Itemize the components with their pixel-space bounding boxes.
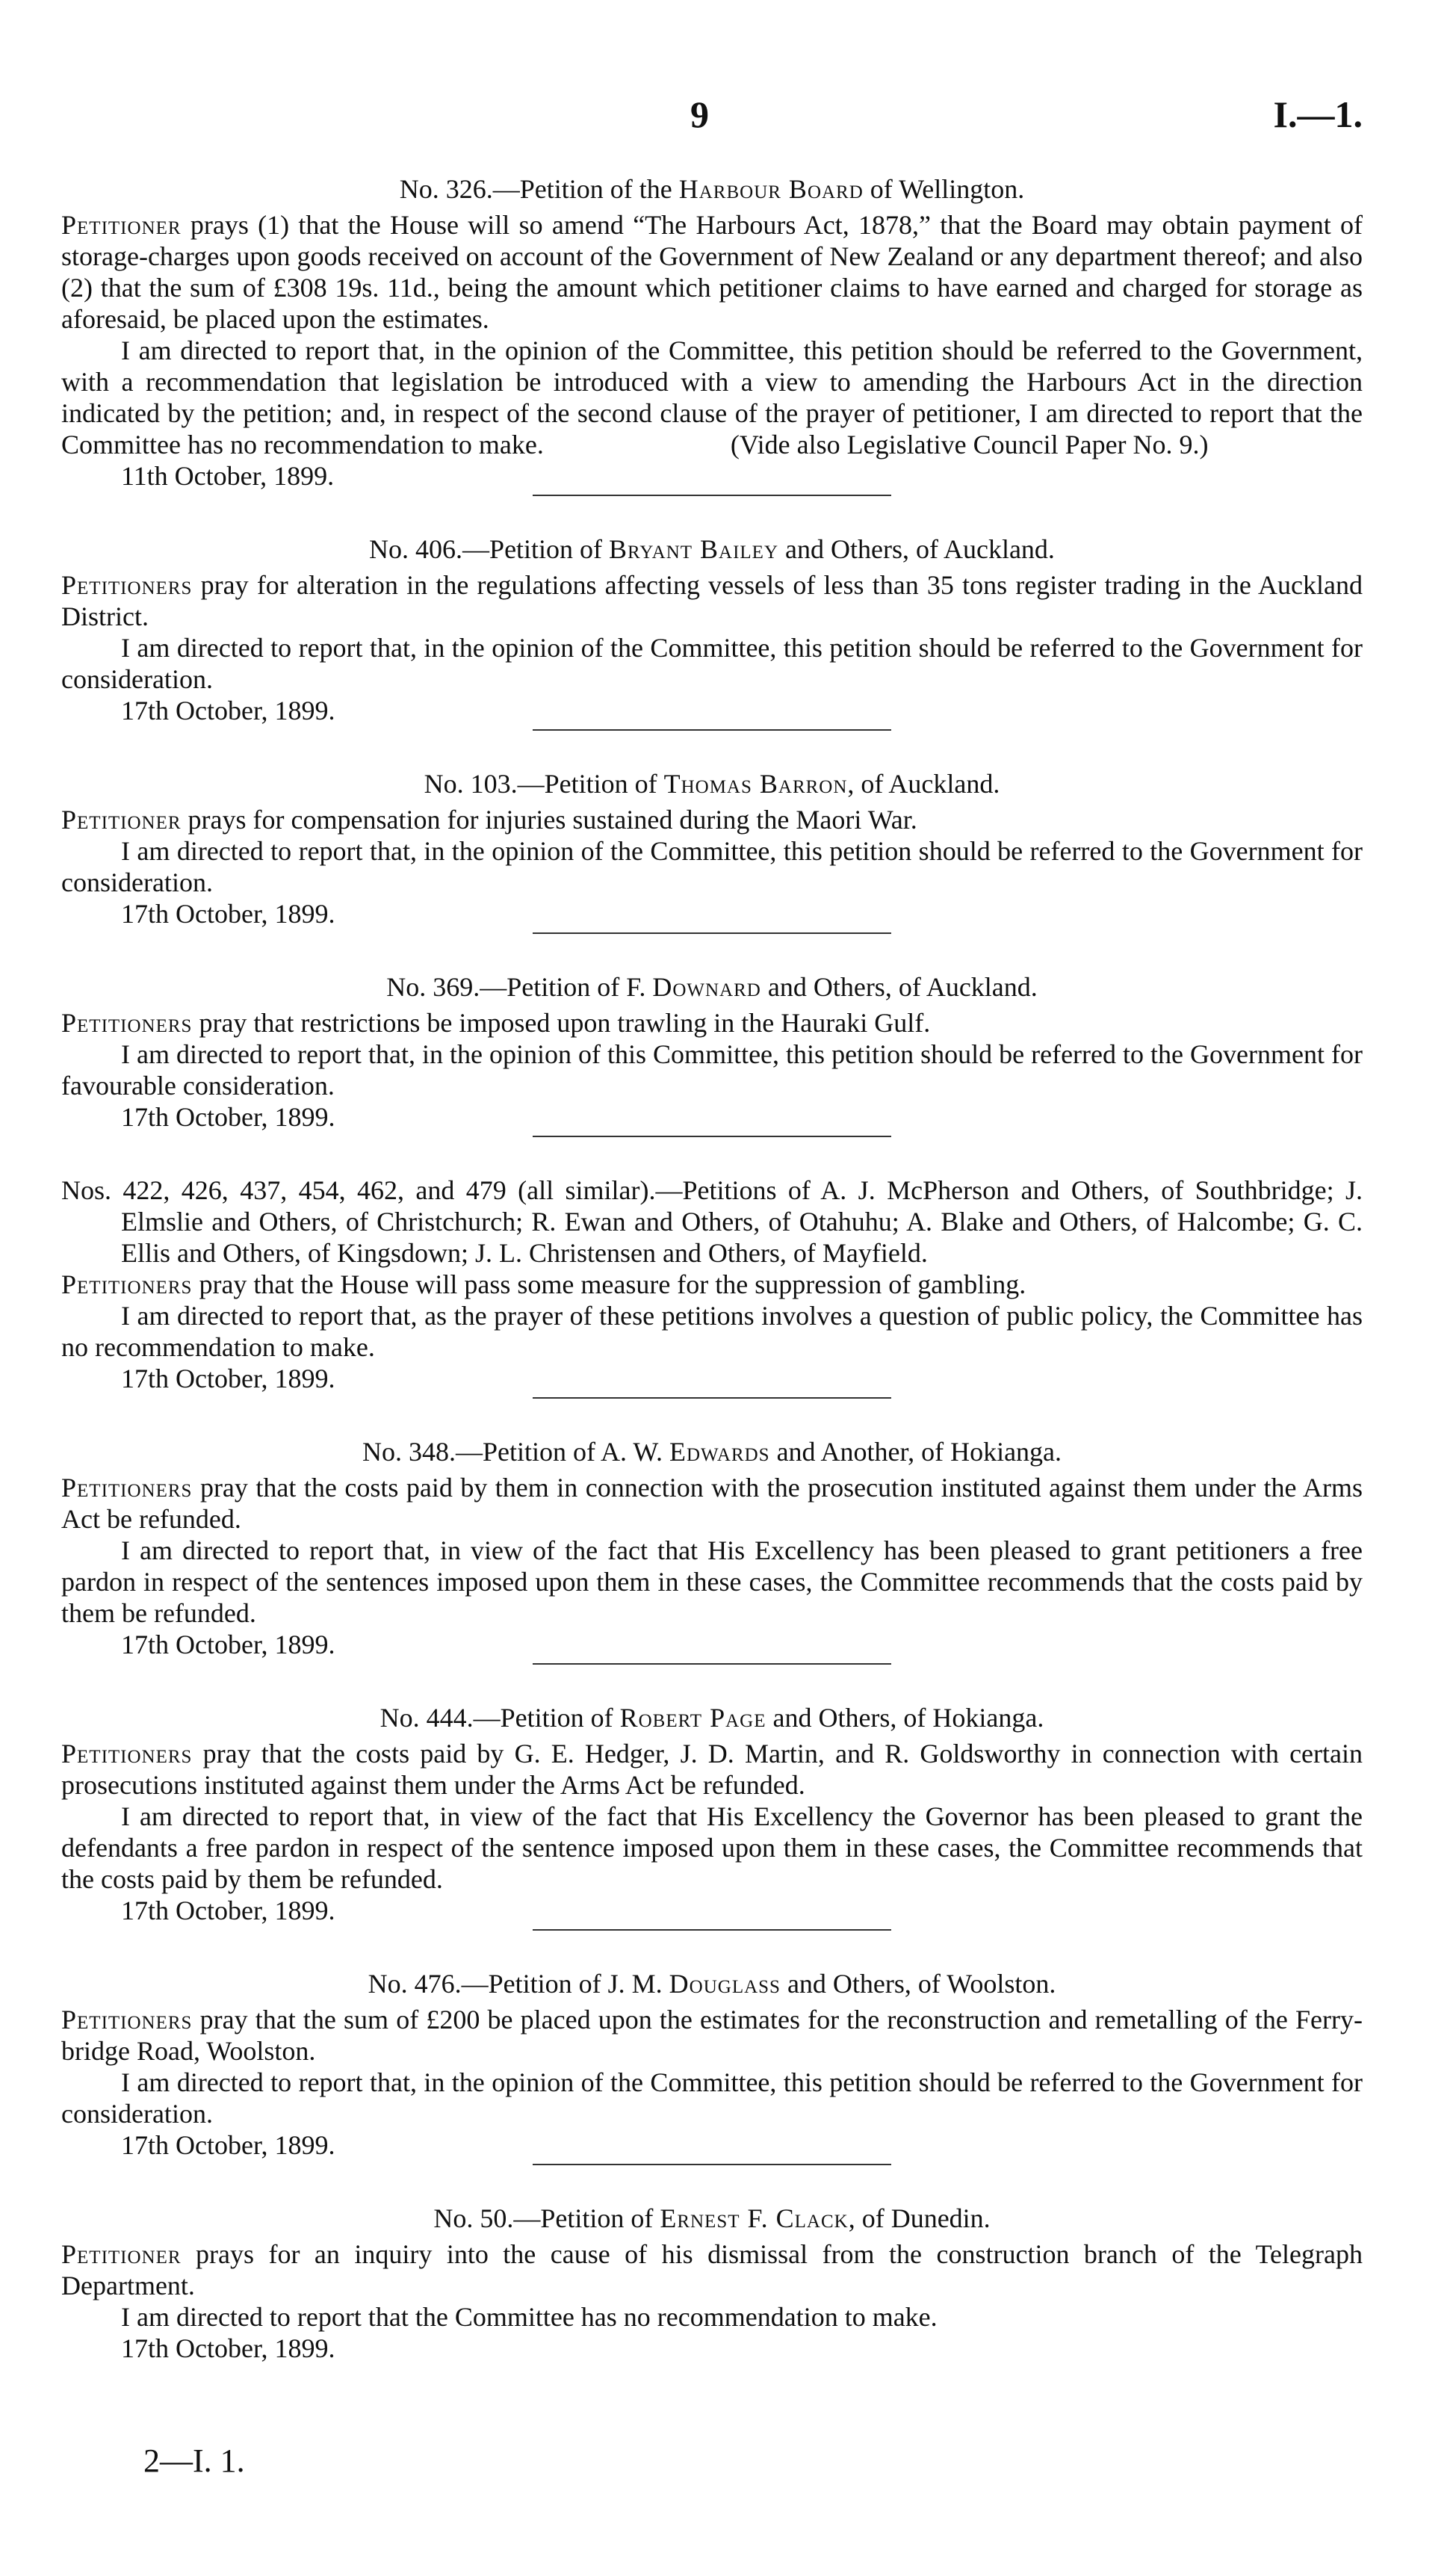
- report-date: 17th October, 1899.: [121, 1630, 335, 1659]
- petition-section: [61, 1175, 1363, 1399]
- petition-prayer: Petitioners pray that the sum of £200 be placed upon the estimates for the reconstruction and remetalling of the Ferry-bridge Road, Woolston.: [61, 2005, 1363, 2066]
- section-divider: [533, 729, 891, 731]
- petition-prayer: Petitioners pray that the costs paid by them in connection with the prosecution instituted against them under the Arms Act be refunded.: [61, 1473, 1363, 1534]
- committee-report: I am directed to report that, in the opinion of the Committee, this petition should be referred to the Government for consideration.: [61, 2067, 1363, 2129]
- petition-title: No. 326.—Petition of the Harbour Board of Wellington.: [399, 174, 1025, 204]
- page-number: 9: [690, 93, 709, 135]
- document-reference: I.—1.: [1273, 93, 1363, 135]
- report-date: 17th October, 1899.: [121, 899, 335, 929]
- petition-prayer: Petitioners pray that restrictions be imposed upon trawling in the Hauraki Gulf.: [61, 1008, 931, 1038]
- petition-title: No. 476.—Petition of J. M. Douglass and Others, of Woolston.: [368, 1969, 1056, 1999]
- petition-section: [61, 533, 1363, 731]
- petition-title: No. 406.—Petition of Bryant Bailey and Others, of Auckland.: [369, 534, 1055, 564]
- committee-report: I am directed to report that, in view of the fact that His Excellency has been pleased to grant petitioners a free pardon in respect of the sentences imposed upon them in these cases, the Committee recommends that the costs paid by them be refunded.: [61, 1535, 1363, 1628]
- petition-title: No. 369.—Petition of F. Downard and Others, of Auckland.: [386, 972, 1038, 1002]
- committee-report: I am directed to report that the Committee has no recommendation to make.: [121, 2302, 938, 2332]
- section-divider: [533, 932, 891, 934]
- committee-report: I am directed to report that, in the opinion of this Committee, this petition should be referred to the Government for favourable consideration.: [61, 1039, 1363, 1101]
- petition-section: [61, 768, 1363, 934]
- petition-prayer: Petitioners pray that the House will pass some measure for the suppression of gambling.: [61, 1269, 1026, 1299]
- report-date: 17th October, 1899.: [121, 2130, 335, 2160]
- petition-prayer: Petitioners pray for alteration in the regulations affecting vessels of less than 35 tons register trading in the Auckland District.: [61, 570, 1363, 631]
- petition-section: [61, 1968, 1363, 2165]
- report-date: 17th October, 1899.: [121, 696, 335, 725]
- petition-prayer: Petitioner prays for compensation for injuries sustained during the Maori War.: [61, 805, 917, 835]
- committee-report: I am directed to report that, in view of the fact that His Excellency the Governor has been pleased to grant the defendants a free pardon in respect of the sentence imposed upon them in these cases, the Committee recommends that the costs paid by them be refunded.: [61, 1801, 1363, 1894]
- report-date: 17th October, 1899.: [121, 2333, 335, 2363]
- petition-section: [61, 1702, 1363, 1931]
- petition-section: [61, 1436, 1363, 1665]
- petition-title: No. 348.—Petition of A. W. Edwards and Another, of Hokianga.: [362, 1437, 1062, 1467]
- petition-title: Nos. 422, 426, 437, 454, 462, and 479 (all similar).—Petitions of A. J. McPherson and Others, of Southbridge; J. Elmslie and Others, of Christchurch; R. Ewan and Others, of Otahuhu; A. Blake and Others, of Halcombe; G. C. Ellis and Others, of Kingsdown; J. L. Christensen and Others, of Mayfield.: [61, 1175, 1363, 1268]
- section-divider: [533, 1397, 891, 1399]
- committee-report: I am directed to report that, in the opinion of the Committee, this petition should be referred to the Government, with a recommendation that legislation be introduced with a view to amending the Harbours Act in the direction indicated by the petition; and, in respect of the second clause of the prayer of petitioner, I am directed to report that the Committee has no recommendation to make. (Vide also Legislative Council Paper No. 9.): [61, 335, 1363, 459]
- report-date: 17th October, 1899.: [121, 1364, 335, 1393]
- vide-note: (Vide also Legislative Council Paper No. 9.): [730, 430, 1209, 459]
- petition-title: No. 50.—Petition of Ernest F. Clack, of Dunedin.: [433, 2203, 991, 2233]
- signature-mark: 2—I. 1.: [143, 2442, 245, 2479]
- section-divider: [533, 2164, 891, 2165]
- section-divider: [533, 1929, 891, 1931]
- petition-prayer: Petitioners pray that the costs paid by G. E. Hedger, J. D. Martin, and R. Goldsworthy in connection with certain prosecutions instituted against them under the Arms Act be refunded.: [61, 1739, 1363, 1800]
- report-date: 17th October, 1899.: [121, 1102, 335, 1132]
- report-date: 17th October, 1899.: [121, 1896, 335, 1925]
- report-date: 11th October, 1899.: [121, 461, 335, 491]
- committee-report: I am directed to report that, in the opinion of the Committee, this petition should be referred to the Government for consideration.: [61, 836, 1363, 897]
- petition-section: [61, 2203, 1363, 2364]
- petition-prayer: Petitioner prays for an inquiry into the cause of his dismissal from the construction branch of the Telegraph Department.: [61, 2239, 1363, 2300]
- committee-report: I am directed to report that, in the opinion of the Committee, this petition should be referred to the Government for consideration.: [61, 633, 1363, 694]
- petition-section: [61, 971, 1363, 1137]
- petition-section: [61, 173, 1363, 496]
- petitions-list: [61, 173, 1363, 2364]
- committee-report: I am directed to report that, as the prayer of these petitions involves a question of public policy, the Committee has no recommendation to make.: [61, 1301, 1363, 1362]
- section-divider: [533, 1136, 891, 1137]
- section-divider: [533, 1663, 891, 1665]
- petition-title: No. 444.—Petition of Robert Page and Others, of Hokianga.: [380, 1703, 1044, 1733]
- petition-prayer: Petitioner prays (1) that the House will so amend “The Harbours Act, 1878,” that the Board may obtain payment of storage-charges upon goods received on account of the Government of New Zealand or any department thereof; and also (2) that the sum of £308 19s. 11d., being the amount which petitioner claims to have earned and charged for storage as aforesaid, be placed upon the estimates.: [61, 210, 1363, 334]
- section-divider: [533, 495, 891, 496]
- page-header: [61, 93, 1363, 143]
- petition-title: No. 103.—Petition of Thomas Barron, of Auckland.: [424, 769, 1000, 799]
